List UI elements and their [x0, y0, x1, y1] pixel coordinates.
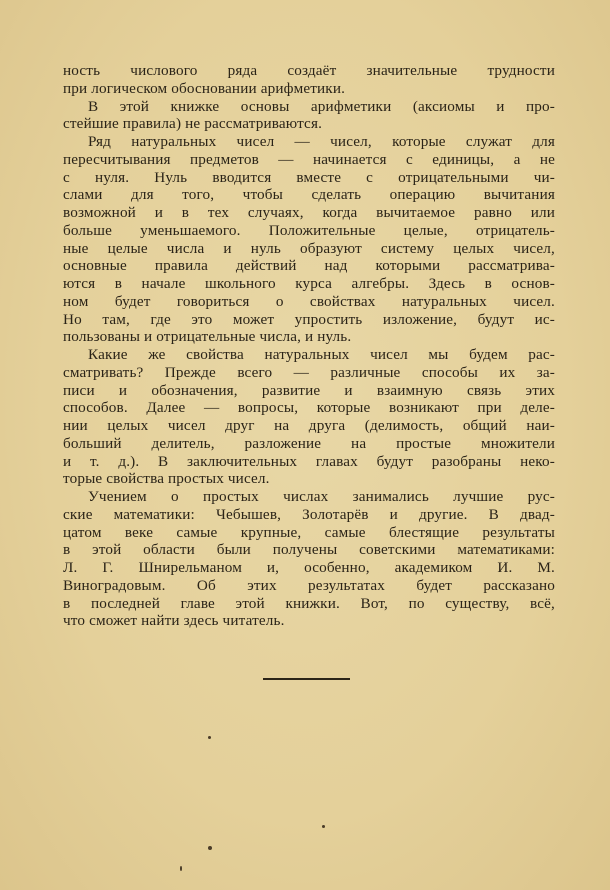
- paper-speck: [208, 736, 211, 739]
- text-line: ские математики: Чебышев, Золотарёв и другие. В двад-: [63, 505, 555, 523]
- text-line: ность числового ряда создаёт значительные трудности: [63, 62, 555, 79]
- text-line: торые свойства простых чисел.: [63, 470, 270, 488]
- text-line: Виноградовым. Об этих результатах будет рассказано: [63, 576, 555, 594]
- text-line: ются в начале школьного курса алгебры. Здесь в основ-: [63, 275, 555, 292]
- text-line: Ряд натуральных чисел — чисел, которые служат для: [88, 133, 555, 150]
- text-line: цатом веке самые крупные, самые блестящие результаты: [63, 523, 555, 541]
- text-line: с нуля. Нуль вводится вместе с отрицательными чи-: [63, 168, 555, 186]
- page-body-text: [63, 62, 555, 630]
- text-line: основные правила действий над которыми рассматрива-: [63, 257, 555, 275]
- text-line: сматривать? Прежде всего — различные способы их за-: [63, 363, 555, 381]
- text-line: Учением о простых числах занимались лучшие рус-: [88, 488, 555, 505]
- text-line: пользованы и отрицательные числа, и нуль.: [63, 328, 352, 346]
- text-line: больше уменьшаемого. Положительные целые, отрицатель-: [63, 221, 555, 239]
- text-line: нии целых чисел друг на друга (делимость, общий наи-: [63, 417, 555, 434]
- paper-speck: [208, 846, 212, 850]
- paper-speck: [322, 825, 325, 828]
- text-line: в этой области были получены советскими математиками:: [63, 541, 555, 559]
- text-line: возможной и в тех случаях, когда вычитаемое равно или: [63, 204, 555, 221]
- text-line: писи и обозначения, развитие и взаимную связь этих: [63, 381, 555, 399]
- text-line: больший делитель, разложение на простые множители: [63, 434, 555, 452]
- text-line: Л. Г. Шнирельманом и, особенно, академиком И. М.: [63, 559, 555, 576]
- section-end-rule: [263, 678, 350, 680]
- text-line: в последней главе этой книжки. Вот, по существу, всё,: [63, 594, 555, 612]
- text-line: В этой книжке основы арифметики (аксиомы и про-: [88, 97, 555, 115]
- text-line: Какие же свойства натуральных чисел мы будем рас-: [88, 346, 555, 363]
- text-line: стейшие правила) не рассматриваются.: [63, 115, 323, 133]
- text-line: при логическом обосновании арифметики.: [63, 79, 346, 97]
- text-line: ные целые числа и нуль образуют систему целых чисел,: [63, 239, 555, 257]
- text-line: пересчитывания предметов — начинается с единицы, а не: [63, 150, 555, 168]
- text-line: ном будет говориться о свойствах натуральных чисел.: [63, 292, 555, 310]
- text-line: что сможет найти здесь читатель.: [63, 612, 285, 630]
- text-line: Но там, где это может упростить изложение, будут ис-: [63, 310, 555, 328]
- text-line: слами для того, чтобы сделать операцию вычитания: [63, 186, 555, 204]
- text-line: и т. д.). В заключительных главах будут разобраны неко-: [63, 452, 555, 470]
- text-line: способов. Далее — вопросы, которые возникают при деле-: [63, 399, 555, 417]
- paper-speck: [180, 866, 182, 871]
